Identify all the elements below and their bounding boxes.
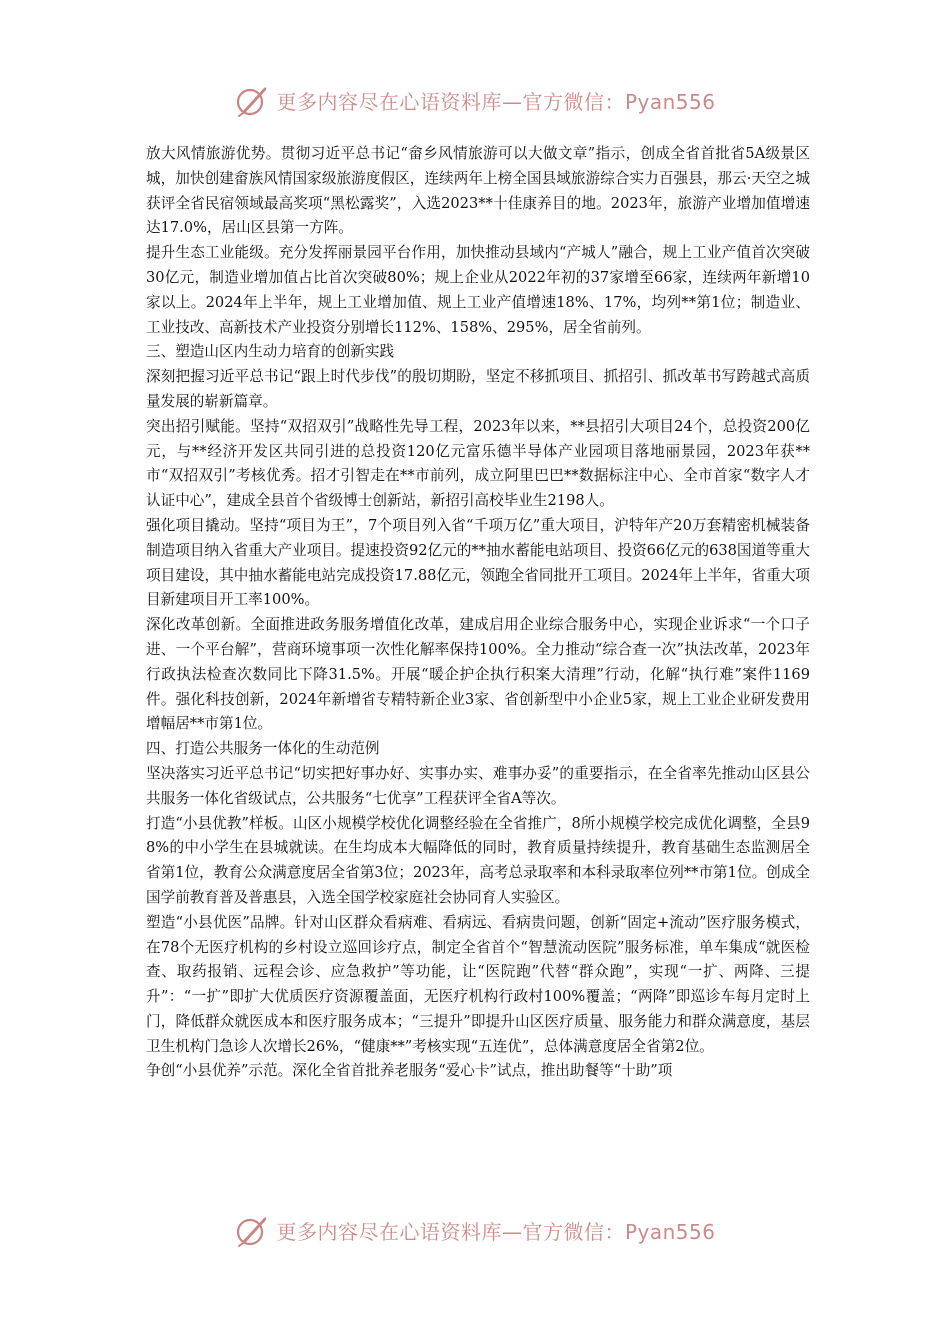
watermark-text: 更多内容尽在心语资料库—官方微信：Pyan556 — [276, 89, 716, 114]
paragraph-section3-intro: 深刻把握习近平总书记“跟上时代步伐”的殷切期盼，坚定不移抓项目、抓招引、抓改革书写跨越式高质量发展的崭新篇章。 — [146, 368, 810, 410]
paragraph-tourism: 放大风情旅游优势。贯彻习近平总书记“畲乡风情旅游可以大做文章”指示，创成全省首批省5A级景区城，加快创建畲族风情国家级旅游度假区，连续两年上榜全国县域旅游综合实力百强县，那云·天空之城获评全省民宿领域最高奖项“黑松露奖”，入选2023**十佳康养目的地。2023年，旅游产业增加值增速达17.0%，居山区县第一方阵。 — [146, 145, 810, 237]
quill-pen-icon — [234, 82, 270, 118]
paragraph-projects: 强化项目撬动。坚持“项目为王”，7个项目列入省“千项万亿”重大项目，沪特年产20万套精密机械装备制造项目纳入省重大产业项目。提速投资92亿元的**抽水蓄能电站项目、投资66亿元的638国道等重大项目建设，其中抽水蓄能电站完成投资17.88亿元，领跑全省同批开工项目。2024年上半年，省重大项目新建项目开工率100%。 — [146, 516, 810, 609]
section-heading-3: 三、塑造山区内生动力培育的创新实践 — [146, 343, 395, 361]
paragraph-investment-attraction: 突出招引赋能。坚持“双招双引”战略性先导工程，2023年以来，**县招引大项目24个，总投资200亿元，与**经济开发区共同引进的总投资120亿元富乐德半导体产业园项目落地丽景园，2023年获**市“双招双引”考核优秀。招才引智走在**市前列，成立阿里巴巴**数据标注中心、全市首家“数字人才认证中心”，建成全县首个省级博士创新站，新招引高校毕业生2198人。 — [146, 417, 810, 510]
watermark-text: 更多内容尽在心语资料库—官方微信：Pyan556 — [276, 1219, 716, 1244]
paragraph-industry: 提升生态工业能级。充分发挥丽景园平台作用，加快推动县域内“产城人”融合，规上工业产值首次突破30亿元，制造业增加值占比首次突破80%；规上企业从2022年初的37家增至66家，连续两年新增10家以上。2024年上半年，规上工业增加值、规上工业产值增速18%、17%，均列**第1位；制造业、工业技改、高新技术产业投资分别增长112%、158%、295%，居全省前列。 — [146, 244, 810, 336]
document-body — [146, 142, 810, 1084]
quill-pen-icon — [234, 1212, 270, 1248]
paragraph-education: 打造“小县优教”样板。山区小规模学校优化调整经验在全省推广，8所小规模学校完成优化调整，全县98%的中小学生在县城就读。在生均成本大幅降低的同时，教育质量持续提升，教育基础生态监测居全省第1位，教育公众满意度居全省第3位；2023年，高考总录取率和本科录取率位列**市第1位。创成全国学前教育普及普惠县，入选全国学校家庭社会协同育人实验区。 — [146, 814, 810, 906]
watermark-banner-bottom — [0, 1210, 950, 1250]
section-heading-4: 四、打造公共服务一体化的生动范例 — [146, 740, 380, 758]
paragraph-medical: 塑造“小县优医”品牌。针对山区群众看病难、看病远、看病贵问题，创新“固定+流动”医疗服务模式，在78个无医疗机构的乡村设立巡回诊疗点，制定全省首个“智慧流动医院”服务标准，单车集成“就医检查、取药报销、远程会诊、应急救护”等功能，让“医院跑”代替“群众跑”，实现“一扩、两降、三提升”：“一扩”即扩大优质医疗资源覆盖面，无医疗机构行政村100%覆盖；“两降”即巡诊车每月定时上门，降低群众就医成本和医疗服务成本；“三提升”即提升山区医疗质量、服务能力和群众满意度，基层卫生机构门急诊人次增长26%，“健康**”考核实现“五连优”，总体满意度居全省第2位。 — [146, 913, 810, 1055]
paragraph-reform: 深化改革创新。全面推进政务服务增值化改革，建成启用企业综合服务中心，实现企业诉求“一个口子进、一个平台解”，营商环境事项一次性化解率保持100%。全力推动“综合查一次”执法改革，2023年行政执法检查次数同比下降31.5%。开展“暖企护企执行积案大清理”行动，化解“执行难”案件1169件。强化科技创新，2024年新增省专精特新企业3家、省创新型中小企业5家，规上工业企业研发费用增幅居**市第1位。 — [146, 616, 810, 733]
watermark-banner-top — [0, 80, 950, 120]
paragraph-elderly-care: 争创“小县优养”示范。深化全省首批养老服务“爱心卡”试点，推出助餐等“十助”项 — [146, 1062, 673, 1080]
paragraph-section4-intro: 坚决落实习近平总书记“切实把好事办好、实事办实、难事办妥”的重要指示，在全省率先推动山区县公共服务一体化省级试点，公共服务“七优享”工程获评全省A等次。 — [146, 764, 810, 807]
